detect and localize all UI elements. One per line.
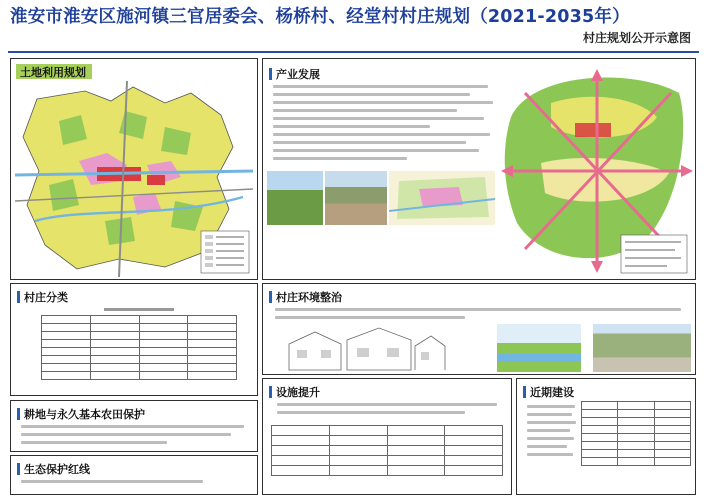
land-use-heading: [16, 64, 92, 79]
environment-text-placeholder: [275, 308, 689, 324]
ecology-panel: [10, 455, 258, 495]
recent-panel: [516, 378, 696, 495]
environment-title: 村庄环境整治: [276, 291, 342, 304]
industry-development-map: [501, 63, 693, 277]
environment-river-section: [497, 324, 581, 372]
environment-bus-shelter: [593, 324, 691, 372]
industry-photo-middle: [325, 171, 387, 225]
industry-photo-left: [267, 171, 323, 225]
industry-plan-thumbnail: [389, 171, 495, 225]
industry-panel: [262, 58, 696, 280]
environment-heading: [269, 289, 342, 305]
farmland-title: 耕地与永久基本农田保护: [24, 408, 145, 421]
poster-title: 淮安市淮安区施河镇三官居委会、杨桥村、经堂村村庄规划（2021-2035年）: [10, 7, 630, 27]
recent-heading: [523, 384, 574, 400]
environment-building-sketch: [285, 324, 447, 372]
facilities-panel: [262, 378, 512, 495]
farmland-text-placeholder: [21, 425, 249, 449]
title-underline: [8, 51, 699, 53]
farmland-panel: [10, 400, 258, 452]
land-use-title: 土地利用规划: [20, 65, 86, 79]
ecology-title: 生态保护红线: [24, 463, 90, 476]
ecology-text-placeholder: [21, 480, 249, 488]
classification-panel: [10, 283, 258, 396]
industry-heading: [269, 66, 320, 82]
facilities-table-placeholder: [271, 425, 503, 476]
land-use-panel: [10, 58, 258, 280]
ecology-heading: [17, 461, 90, 477]
facilities-heading: [269, 384, 320, 400]
farmland-heading: [17, 406, 145, 422]
classification-table-placeholder: [41, 308, 237, 380]
environment-panel: [262, 283, 696, 375]
industry-title: 产业发展: [276, 68, 320, 81]
recent-table-placeholder: [581, 401, 691, 466]
facilities-title: 设施提升: [276, 386, 320, 399]
recent-text-placeholder: [527, 405, 577, 461]
classification-title: 村庄分类: [24, 291, 68, 304]
facilities-text-placeholder: [277, 403, 501, 419]
industry-text-placeholder: [273, 85, 497, 165]
classification-heading: [17, 289, 68, 305]
land-use-map: [15, 81, 253, 277]
recent-title: 近期建设: [530, 386, 574, 399]
poster-subtitle: 村庄规划公开示意图: [582, 31, 691, 45]
